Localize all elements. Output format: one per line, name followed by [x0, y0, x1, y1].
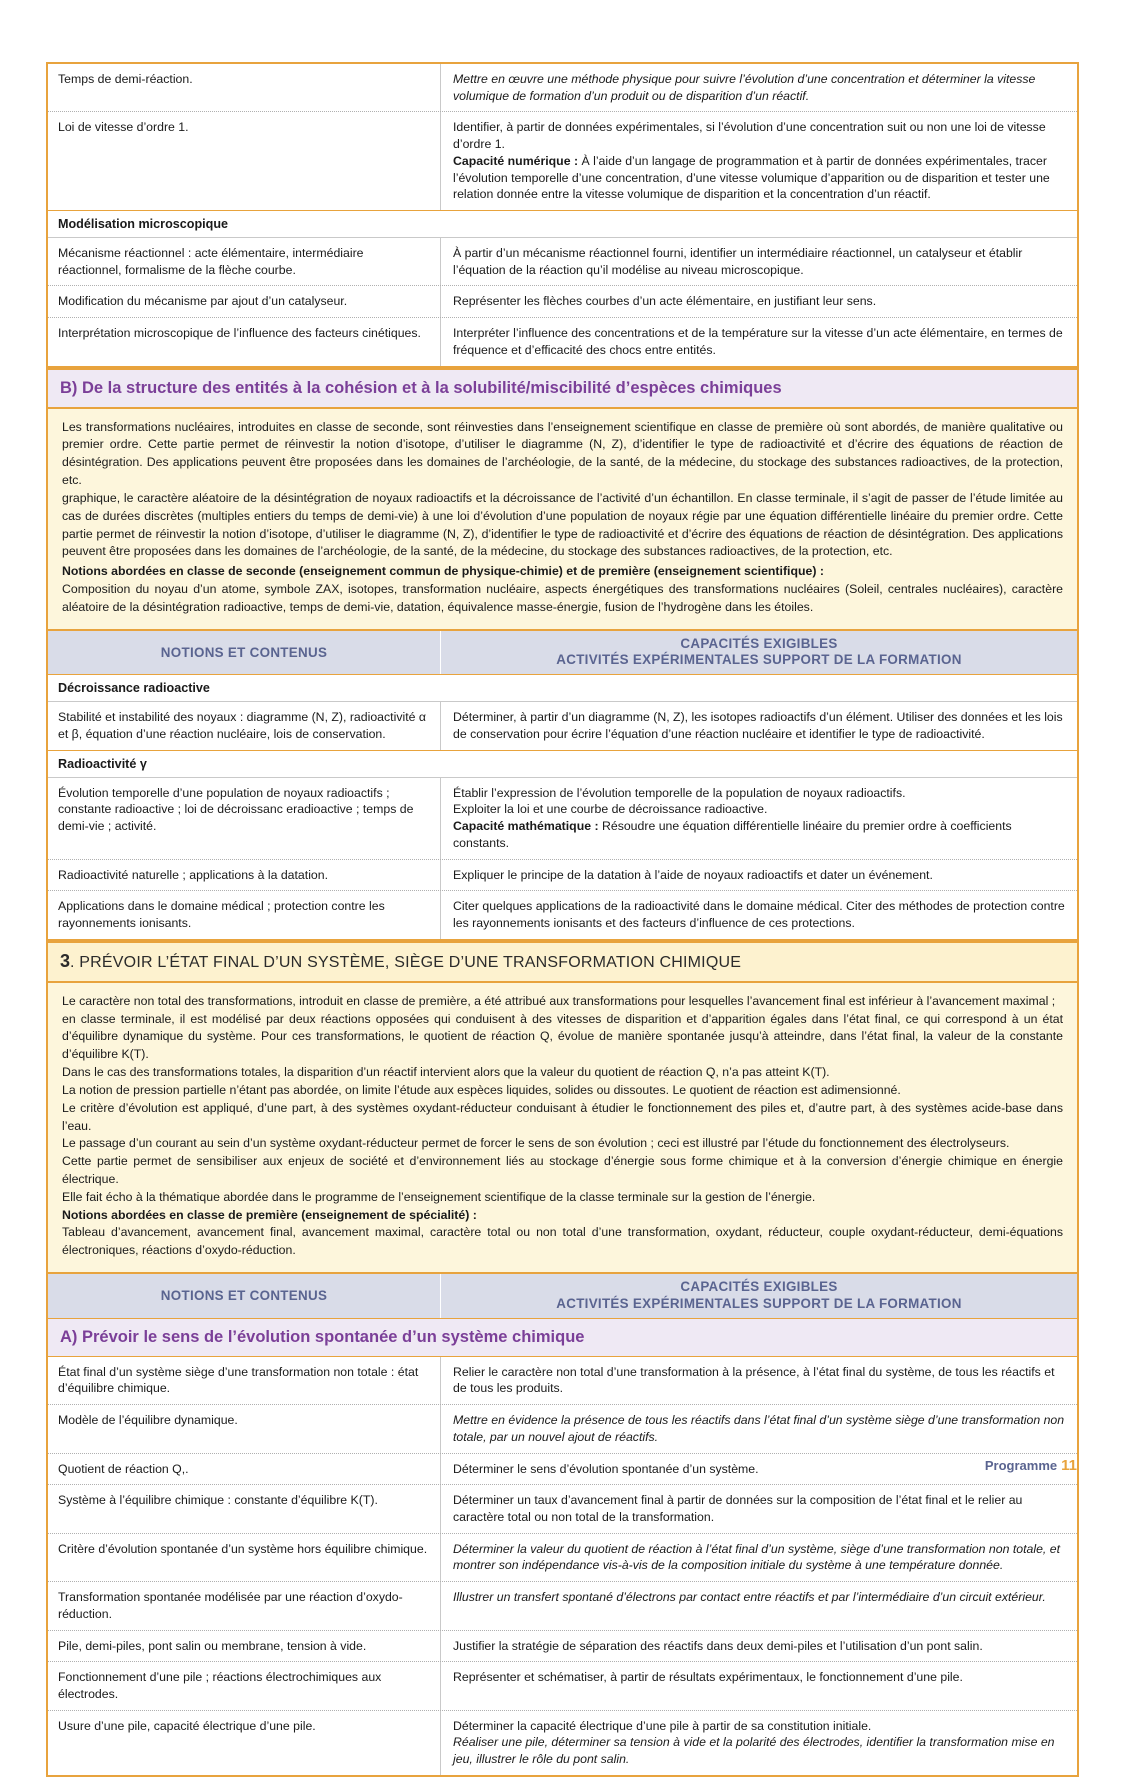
section-b-intro: [48, 409, 1077, 631]
intro-paragraph: Les transformations nucléaires, introduites en classe de seconde, sont réinvesties dans l’enseignement scientifique en classe de première où sont abordés, de manière qualitative ou premier ordre. Cette partie permet de réinvestir la notion d’isotope, d’utiliser le diagramme (N, Z), d’identifier le type de radioactivité et d’écrire des équations de réaction de désintégration. Des applications peuvent être proposées dans les domaines de l’archéologie, de la santé, de la médecine, du stockage des substances radioactives, de la protection, etc.: [62, 419, 1063, 488]
cell-capacites: Illustrer un transfert spontané d’électrons par contact entre réactifs et par l’intermédiaire d’un circuit extérieur.: [440, 1582, 1077, 1629]
capacite-numerique-text: À l’aide d’un langage de programmation et à partir de données expérimentales, tracer l’évolution temporelle d’une concentration, d’une vitesse volumique d’apparition ou de disparition et tester une relation donnée entre la vitesse volumique de disparition et la concentration d’un réactif.: [453, 153, 1050, 202]
table-cinetique: [46, 62, 1079, 368]
cell-notions: Temps de demi-réaction.: [58, 72, 193, 86]
table-row: [48, 1485, 1077, 1533]
cell-notions: Évolution temporelle d’une population de noyaux radioactifs ; constante radioactive ; loi de décroissanc eradioactive ; temps de demi-vie ; activité.: [58, 785, 414, 834]
table-row: [48, 1405, 1077, 1453]
cell-notions: Usure d’une pile, capacité électrique d’une pile.: [58, 1718, 316, 1733]
section-b-heading: B) De la structure des entités à la cohésion et à la solubilité/miscibilité d’espèces chimiques: [48, 368, 1077, 409]
intro-line: Le passage d’un courant au sein d’un système oxydant-réducteur permet de forcer le sens de son évolution ; ceci est illustré par l’étude du fonctionnement des électrolyseurs.: [62, 1136, 1010, 1151]
cell-capacites: Déterminer un taux d’avancement final à partir de données sur la composition de l’état final et le relier au caractère total ou non total de la transformation.: [440, 1485, 1077, 1532]
col-header-notions: NOTIONS ET CONTENUS: [160, 1288, 328, 1304]
cell-capacites: Interpréter l’influence des concentrations et de la température sur la vitesse d’un acte élémentaire, en termes de fréquence et d’efficacité des chocs entre entités.: [440, 318, 1077, 365]
capacite-text: Déterminer la capacité électrique d’une pile à partir de sa constitution initiale.: [453, 1718, 872, 1733]
cell-notions: Modification du mécanisme par ajout d’un catalyseur.: [58, 294, 348, 309]
capacite-text: Identifier, à partir de données expérimentales, si l’évolution d’une concentration suit ou non une loi de vitesse d’ordre 1.: [453, 120, 1046, 152]
capacite-text: Établir l’expression de l’évolution temporelle de la population de noyaux radioactifs.: [453, 785, 906, 800]
cell-notions: Transformation spontanée modélisée par une réaction d’oxydo-réduction.: [58, 1590, 403, 1621]
table-row: [48, 1631, 1077, 1663]
notions-label: Notions abordées en classe de seconde (enseignement commun de physique-chimie) et de première (enseignement scientifique) :: [62, 564, 824, 579]
intro-line: Le caractère non total des transformations, introduit en classe de première, a été attribué aux transformations pour lesquelles l’avancement final est inférieur à l’avancement maximal ;: [62, 993, 1056, 1008]
chapter-title-text: . PRÉVOIR L’ÉTAT FINAL D’UN SYSTÈME, SIÈGE D’UNE TRANSFORMATION CHIMIQUE: [70, 953, 742, 971]
capacite-numerique: [453, 153, 1067, 203]
col-header-capacites: [440, 631, 1077, 675]
cell-capacites: Représenter les flèches courbes d’un acte élémentaire, en justifiant leur sens.: [440, 286, 1077, 317]
intro-line: Dans le cas des transformations totales, la disparition d’un réactif intervient alors que la valeur du quotient de réaction Q, n’a pas atteint K(T).: [62, 1065, 830, 1080]
col-header-line2: ACTIVITÉS EXPÉRIMENTALES SUPPORT DE LA FORMATION: [556, 652, 962, 668]
cell-capacites: Déterminer, à partir d’un diagramme (N, Z), les isotopes radioactifs d’un élément. Utiliser des données et les lois de conservation pour écrire l’équation d’une réaction nucléaire et identifier le type de radioactivité.: [440, 702, 1077, 749]
intro-line: en classe terminale, il est modélisé par deux réactions opposées qui conduisent à des vitesses de disparition et d’apparition égales dans l’état final, ce qui correspond à un état d’équilibre dynamique du système. Pour ces transformations, le quotient de réaction Q, évolue de manière spontanée jusqu’à atteindre, dans l’état final, la valeur de la constante d’équilibre K(T).: [62, 1011, 1063, 1062]
cell-capacites: Déterminer le sens d’évolution spontanée d’un système.: [440, 1454, 1077, 1485]
capacite-mathematique: [453, 818, 1067, 851]
cell-notions: Stabilité et instabilité des noyaux : diagramme (N, Z), radioactivité α et β, équation d’une réaction nucléaire, lois de conservation.: [58, 710, 426, 741]
cell-capacites: [440, 1711, 1077, 1775]
notions-label: Notions abordées en classe de première (enseignement de spécialité) :: [62, 1207, 477, 1222]
intro-line: Elle fait écho à la thématique abordée dans le programme de l’enseignement scientifique de la classe terminale sur la gestion de l’énergie.: [62, 1189, 816, 1204]
subsection-radioactivite-gamma: Radioactivité γ: [48, 751, 1077, 778]
cell-notions: Loi de vitesse d’ordre 1.: [58, 120, 189, 135]
cell-notions: Pile, demi-piles, pont salin ou membrane, tension à vide.: [58, 1638, 367, 1653]
capacite-text: Exploiter la loi et une courbe de décroissance radioactive.: [453, 802, 768, 817]
cell-notions: Radioactivité naturelle ; applications à la datation.: [58, 867, 329, 882]
page-footer: [985, 1457, 1077, 1474]
cell-capacites: Mettre en œuvre une méthode physique pour suivre l’évolution d’une concentration et déterminer la vitesse volumique de formation d’un produit ou de disparition d’un réactif.: [440, 64, 1077, 111]
col-header-line1: CAPACITÉS EXIGIBLES: [680, 635, 838, 651]
capacite-mathematique-text: Résoudre une équation différentielle linéaire du premier ordre à coefficients constants.: [453, 819, 1012, 850]
table-row: [48, 860, 1077, 892]
cell-capacites: [440, 778, 1077, 859]
chapter-3: [46, 941, 1079, 1777]
section-a-heading: A) Prévoir le sens de l’évolution spontanée d’un système chimique: [48, 1319, 1077, 1357]
cell-capacites: Déterminer la valeur du quotient de réaction à l’état final d’un système, siège d’une transformation non totale, et montrer son indépendance vis-à-vis de la composition initiale du système à une température donnée.: [440, 1534, 1077, 1581]
capacite-experimentale: Réaliser une pile, déterminer sa tension à vide et la polarité des électrodes, identifier la transformation mise en jeu, illustrer le rôle du pont salin.: [453, 1735, 1055, 1767]
column-headers: [48, 1274, 1077, 1319]
table-row: [48, 1454, 1077, 1486]
chapter-3-title: [48, 941, 1077, 983]
cell-notions: Critère d’évolution spontanée d’un système hors équilibre chimique.: [58, 1541, 428, 1556]
cell-capacites: Justifier la stratégie de séparation des réactifs dans deux demi-piles et l’utilisation d’un pont salin.: [440, 1631, 1077, 1662]
table-row: [48, 1662, 1077, 1710]
capacite-numerique-label: Capacité numérique :: [453, 153, 582, 168]
intro-line: Cette partie permet de sensibiliser aux enjeux de société et d’environnement liés au stockage d’énergie sous forme chimique et à la conversion d’énergie chimique en énergie électrique.: [62, 1154, 1063, 1186]
table-row: [48, 1711, 1077, 1775]
col-header-line1: CAPACITÉS EXIGIBLES: [680, 1279, 838, 1295]
cell-capacites: Représenter et schématiser, à partir de résultats expérimentaux, le fonctionnement d’une pile.: [440, 1662, 1077, 1709]
table-row: [48, 1534, 1077, 1582]
notions-text: Composition du noyau d’un atome, symbole ZAX, isotopes, transformation nucléaire, aspects énergétiques des transformations nucléaires (Soleil, centrales nucléaires), caractère aléatoire de la désintégration radioactive, temps de demi-vie, datation, équivalence masse-énergie, fusion de l’hydrogène dans les étoiles.: [62, 582, 1063, 614]
chapter-number: 3: [60, 950, 71, 971]
table-row: [48, 286, 1077, 318]
cell-notions: Quotient de réaction Q,.: [58, 1461, 189, 1476]
cell-notions: Système à l’équilibre chimique : constante d’équilibre K(T).: [58, 1493, 378, 1508]
cell-notions: État final d’un système siège d’une transformation non totale : état d’équilibre chimique.: [58, 1364, 419, 1396]
cell-notions: Modèle de l’équilibre dynamique.: [58, 1413, 238, 1428]
cell-capacites: Expliquer le principe de la datation à l’aide de noyaux radioactifs et dater un événement.: [440, 860, 1077, 891]
cell-capacites: Mettre en évidence la présence de tous les réactifs dans l’état final d’un système siège d’une transformation non totale, par un nouvel ajout de réactifs.: [440, 1405, 1077, 1452]
intro-line: Le critère d’évolution est appliqué, d’une part, à des systèmes oxydant-réducteur conduisant à étudier le fonctionnement des piles et, d’autre part, à des systèmes acide-base dans l’eau.: [62, 1100, 1063, 1133]
table-row: [48, 112, 1077, 211]
notions-text: Tableau d’avancement, avancement final, avancement maximal, caractère total ou non total d’une transformation, oxydant, réducteur, couple oxydant-réducteur, demi-équations électroniques, réactions d’oxydo-réduction.: [62, 1225, 1063, 1258]
cell-capacites: [440, 112, 1077, 210]
footer-label: Programme: [984, 1458, 1058, 1473]
cell-notions: Fonctionnement d’une pile ; réactions électrochimiques aux électrodes.: [58, 1670, 382, 1701]
intro-paragraph: graphique, le caractère aléatoire de la désintégration de noyaux radioactifs et la décroissance de l’activité d’un échantillon. En classe terminale, il s’agit de passer de l’étude limitée au cas de durées discrètes (multiples entiers du temps de demi-vie) à une loi d’évolution d’une population de noyaux régie par une équation différentielle linéaire du premier ordre. Cette partie permet de réinvestir la notion d’isotope, d’utiliser le diagramme (N, Z), d’identifier le type de radioactivité et d’écrire des équations de réaction de désintégration. Des applications peuvent être proposées dans les domaines de l’archéologie, de la santé, de la médecine, du stockage des substances radioactives, de la protection, etc.: [62, 490, 1063, 559]
col-header-capacites: [440, 1274, 1077, 1318]
cell-notions: Mécanisme réactionnel : acte élémentaire, intermédiaire réactionnel, formalisme de la flèche courbe.: [58, 246, 364, 277]
column-headers: [48, 631, 1077, 676]
table-row: [48, 891, 1077, 938]
table-row: [48, 778, 1077, 860]
table-row: [48, 318, 1077, 365]
col-header-notions: NOTIONS ET CONTENUS: [160, 644, 328, 660]
footer-page-number: 11: [1061, 1457, 1077, 1474]
table-row: [48, 238, 1077, 286]
cell-capacites: Citer quelques applications de la radioactivité dans le domaine médical. Citer des méthodes de protection contre les rayonnements ionisants et des facteurs d’influence de ces protections.: [440, 891, 1077, 938]
col-header-line2: ACTIVITÉS EXPÉRIMENTALES SUPPORT DE LA FORMATION: [556, 1295, 962, 1311]
cell-notions: Interprétation microscopique de l’influence des facteurs cinétiques.: [58, 326, 421, 341]
cell-notions: Applications dans le domaine médical ; protection contre les rayonnements ionisants.: [58, 899, 385, 930]
cell-capacites: À partir d’un mécanisme réactionnel fourni, identifier un intermédiaire réactionnel, un catalyseur et établir l’équation de la réaction qu’il modélise au niveau microscopique.: [440, 238, 1077, 285]
section-b: [46, 368, 1079, 941]
table-row: [48, 702, 1077, 750]
cell-capacites: Relier le caractère non total d’une transformation à la présence, à l’état final du système, de tous les réactifs et de tous les produits.: [440, 1357, 1077, 1404]
table-row: [48, 1582, 1077, 1630]
capacite-mathematique-label: Capacité mathématique :: [453, 819, 602, 834]
intro-line: La notion de pression partielle n’étant pas abordée, on limite l’étude aux espèces liquides, solides ou dissoutes. Le quotient de réaction est adimensionné.: [62, 1082, 901, 1097]
table-row: [48, 64, 1077, 112]
subsection-decroissance-radioactive: Décroissance radioactive: [48, 675, 1077, 702]
subsection-modelisation-microscopique: Modélisation microscopique: [48, 211, 1077, 238]
table-row: [48, 1357, 1077, 1405]
chapter-3-intro: [48, 983, 1077, 1274]
